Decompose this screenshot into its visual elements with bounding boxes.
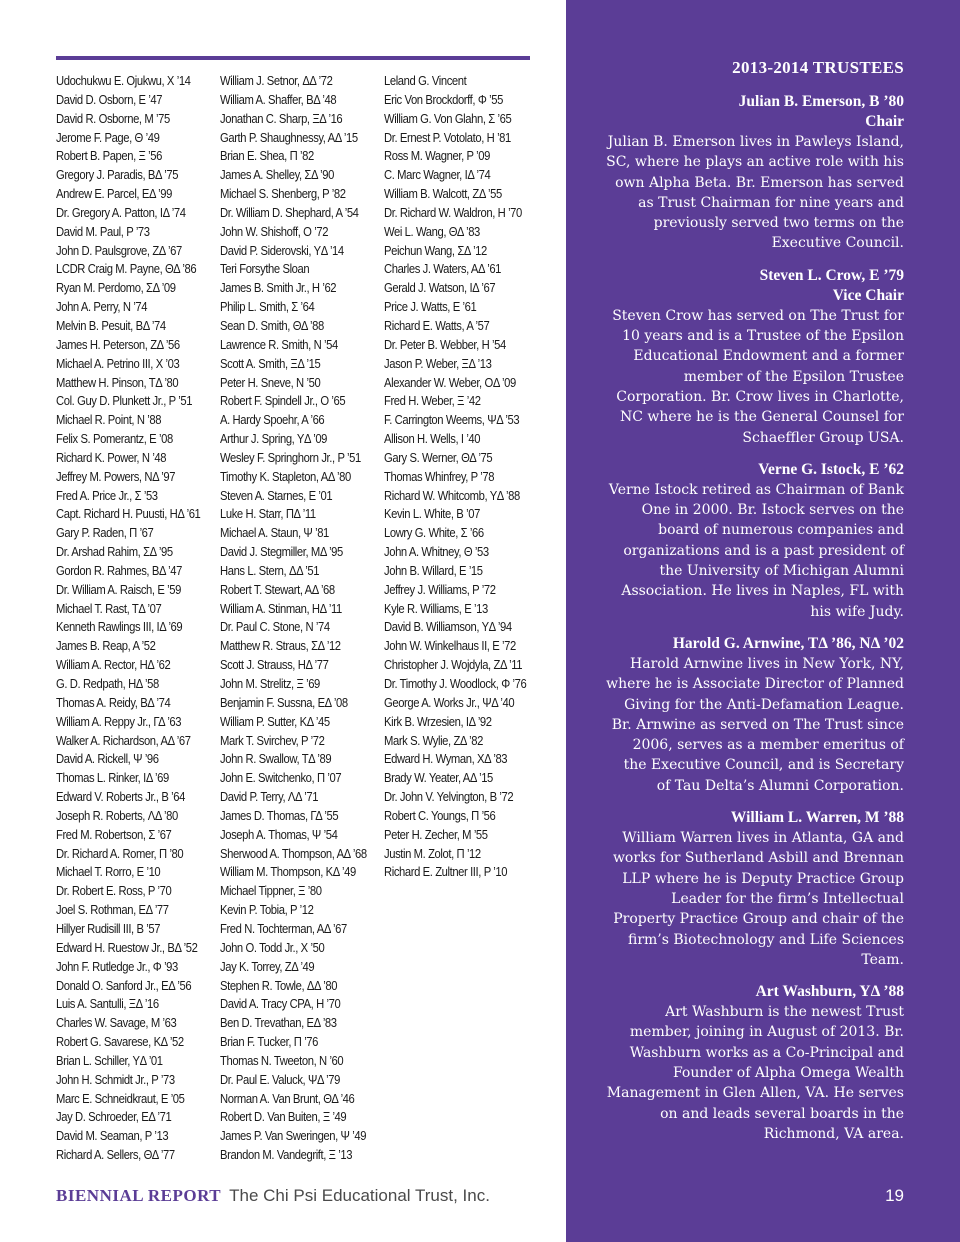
trustees-sidebar — [566, 0, 960, 1242]
donor-name: Kirk B. Wrzesien, IΔ ’92 — [384, 714, 492, 729]
donor-name: James H. Peterson, ZΔ ’56 — [56, 337, 180, 352]
trustee-bio: Julian B. Emerson lives in Pawleys Island, SC, where he plays an active role with his own Alpha Beta. Br. Emerson has served as Trust Chairman for nine years and previously served two terms on the Executive Council. — [606, 134, 904, 252]
donor-name: Kevin P. Tobia, P ’12 — [220, 903, 314, 918]
donor-name: James B. Smith Jr., H ’62 — [220, 281, 337, 296]
donor-name: Michael Tippner, Ξ ’80 — [220, 884, 322, 899]
donor-name: John D. Paulsgrove, ZΔ ’67 — [56, 243, 182, 258]
donor-name: Robert F. Spindell Jr., O ’65 — [220, 394, 346, 409]
donor-name: David P. Siderovski, YΔ ’14 — [220, 243, 344, 258]
donor-list — [56, 72, 556, 1172]
donor-name: Michael R. Point, N ’88 — [56, 413, 162, 428]
footer-org: The Chi Psi Educational Trust, Inc. — [229, 1186, 490, 1205]
donor-name: F. Carrington Weems, ΨΔ ’53 — [384, 413, 520, 428]
donor-name: Dr. Arshad Rahim, ΣΔ ’95 — [56, 545, 173, 560]
donor-name: Michael S. Shenberg, P ’82 — [220, 187, 346, 202]
donor-name: Peter H. Sneve, N ’50 — [220, 375, 321, 390]
donor-column-2 — [220, 72, 383, 1165]
top-rule — [56, 56, 530, 60]
donor-name: John W. Shishoff, O ’72 — [220, 224, 329, 239]
donor-name: Fred M. Robertson, Σ ’67 — [56, 827, 172, 842]
donor-name: Thomas N. Tweeton, N ’60 — [220, 1053, 344, 1068]
donor-column-1 — [56, 72, 216, 1165]
donor-name: Fred A. Price Jr., Σ ’53 — [56, 488, 158, 503]
donor-name: Joseph A. Thomas, Ψ ’54 — [220, 827, 338, 842]
donor-name: Ryan M. Perdomo, ΣΔ ’09 — [56, 281, 176, 296]
donor-name: Brady W. Yeater, AΔ ’15 — [384, 771, 493, 786]
donor-name: Ben D. Trevathan, EΔ ’83 — [220, 1016, 337, 1031]
trustee-bio: Harold Arnwine lives in New York, NY, where he is Associate Director of Planned Giving for the Anti-Defamation League. Br. Arnwine as served on The Trust since 2006, serves as a member emeritus of the Executive Council, and is Secretary of Tau Delta’s Alumni Corporation. — [606, 655, 904, 794]
donor-name: Christopher J. Wojdyla, ZΔ ’11 — [384, 658, 523, 673]
donor-name: Jeffrey J. Williams, P ’72 — [384, 582, 496, 597]
donor-name: John M. Strelitz, Ξ ’69 — [220, 677, 320, 691]
donor-name: William B. Walcott, ZΔ ’55 — [384, 187, 502, 202]
donor-name: George A. Works Jr., ΨΔ ’40 — [384, 695, 515, 710]
donor-name: David A. Rickell, Ψ ’96 — [56, 752, 159, 767]
trustee-bio: William Warren lives in Atlanta, GA and works for Sutherland Asbill and Brennan LLP where he is Deputy Practice Group Leader for the firm’s Intellectual Property Practice Group and chair of the firm’s Biotechnology and Life Sciences Team. — [612, 830, 904, 968]
donor-name: Stephen R. Towle, ΔΔ ’80 — [220, 978, 338, 993]
trustee-bio: Art Washburn is the newest Trust member, joining in August of 2013. Br. Washburn works as a Co-Principal and Founder of Alpha Omega Wealth Management in Glen Allen, VA. He serves on and leads several boards in the Richmond, VA area. — [606, 1004, 904, 1142]
donor-name: Garth P. Shaughnessy, AΔ ’15 — [220, 130, 358, 145]
donor-name: Steven A. Starnes, E ’01 — [220, 488, 333, 503]
trustee-entry — [606, 808, 904, 970]
donor-name: Mark T. Svirchev, P ’72 — [220, 733, 325, 748]
trustee-bio: Verne Istock retired as Chairman of Bank One in 2000. Br. Istock serves on the board of numerous companies and organizations and is a past president of the University of Michigan Alumni Association. He lives in Naples, FL with his wife Judy. — [608, 481, 904, 620]
donor-name: William M. Thompson, KΔ ’49 — [220, 865, 356, 880]
donor-name: Capt. Richard H. Puusti, HΔ ’61 — [56, 507, 201, 522]
donor-name: Dr. Paul E. Valuck, ΨΔ ’79 — [220, 1072, 340, 1087]
donor-name: Michael T. Rorro, E ’10 — [56, 865, 161, 880]
donor-name: Michael T. Rast, TΔ ’07 — [56, 601, 162, 616]
donor-name: Wei L. Wang, ΘΔ ’83 — [384, 224, 480, 239]
donor-column-3 — [384, 72, 542, 882]
donor-name: Felix S. Pomerantz, E ’08 — [56, 432, 173, 447]
donor-name: John A. Perry, N ’74 — [56, 300, 148, 315]
donor-name: William A. Rector, HΔ ’62 — [56, 658, 171, 673]
donor-name: James P. Van Sweringen, Ψ ’49 — [220, 1129, 367, 1144]
trustee-role: Chair — [865, 113, 904, 130]
donor-name: Thomas A. Reidy, BΔ ’74 — [56, 695, 171, 710]
donor-name: Brandon M. Vandegrift, Ξ ’13 — [220, 1148, 353, 1163]
donor-name: Hillyer Rudisill III, B ’57 — [56, 921, 161, 936]
donor-name: Peichun Wang, ΣΔ ’12 — [384, 243, 487, 258]
donor-name: John H. Schmidt Jr., P ’73 — [56, 1072, 175, 1087]
donor-name: Hans L. Stern, ΔΔ ’51 — [220, 563, 320, 578]
trustee-role: Vice Chair — [832, 286, 904, 304]
page-number: 19 — [885, 1186, 904, 1205]
donor-name: Udochukwu E. Ojukwu, X ’14 — [56, 74, 191, 88]
donor-name: Gordon R. Rahmes, BΔ ’47 — [56, 563, 182, 578]
donor-name: Arthur J. Spring, YΔ ’09 — [220, 432, 328, 447]
trustee-name: Art Washburn, YΔ ’88 — [755, 983, 904, 1001]
donor-name: Lawrence R. Smith, N ’54 — [220, 337, 338, 352]
trustee-entry — [606, 92, 904, 254]
donor-name: Gregory J. Paradis, BΔ ’75 — [56, 168, 179, 183]
donor-name: Philip L. Smith, Σ ’64 — [220, 300, 315, 315]
donor-name: John E. Switchenko, Π ’07 — [220, 771, 342, 786]
donor-name: Walker A. Richardson, AΔ ’67 — [56, 733, 191, 748]
donor-name: William G. Von Glahn, Σ ’65 — [384, 111, 512, 126]
donor-name: C. Marc Wagner, IΔ ’74 — [384, 168, 491, 183]
donor-name: David M. Seaman, P ’13 — [56, 1129, 169, 1144]
donor-name: LCDR Craig M. Payne, ΘΔ ’86 — [56, 262, 197, 277]
donor-name: Gerald J. Watson, IΔ ’67 — [384, 281, 496, 296]
donor-name: Benjamin F. Sussna, EΔ ’08 — [220, 695, 348, 710]
donor-name: Ross M. Wagner, P ’09 — [384, 149, 490, 164]
donor-name: Timothy K. Stapleton, AΔ ’80 — [220, 469, 351, 484]
trustee-entry — [606, 460, 904, 622]
donor-name: Dr. Robert E. Ross, P ’70 — [56, 884, 172, 899]
donor-name: Dr. Paul C. Stone, N ’74 — [220, 620, 330, 635]
donor-name: Charles J. Waters, AΔ ’61 — [384, 262, 502, 277]
donor-name: A. Hardy Spoehr, A ’66 — [220, 413, 325, 428]
donor-name: Gary P. Raden, Π ’67 — [56, 526, 154, 541]
donor-name: Michael A. Petrino III, X ’03 — [56, 356, 180, 371]
donor-name: David R. Osborne, M ’75 — [56, 111, 170, 126]
trustee-entry — [606, 266, 904, 448]
donor-name: Jason P. Weber, ΞΔ ’13 — [384, 356, 492, 371]
footer-brand: BIENNIAL REPORT — [56, 1186, 222, 1205]
donor-name: Robert T. Stewart, AΔ ’68 — [220, 582, 335, 597]
donor-name: Matthew H. Pinson, TΔ ’80 — [56, 375, 179, 390]
donor-name: Robert G. Savarese, KΔ ’52 — [56, 1035, 184, 1050]
donor-name: Edward V. Roberts Jr., B ’64 — [56, 790, 185, 805]
donor-name: Lowry G. White, Σ ’66 — [384, 526, 484, 541]
donor-name: Andrew E. Parcel, EΔ ’99 — [56, 187, 172, 202]
footer — [56, 1186, 490, 1206]
donor-name: Richard E. Watts, A ’57 — [384, 318, 490, 333]
donor-name: Robert B. Papen, Ξ ’56 — [56, 149, 162, 164]
donor-name: Jerome F. Page, Θ ’49 — [56, 130, 160, 145]
donor-name: John O. Todd Jr., X ’50 — [220, 940, 325, 955]
donor-name: James A. Shelley, ΣΔ ’90 — [220, 168, 334, 183]
donor-name: Price J. Watts, E ’61 — [384, 300, 477, 315]
donor-name: John F. Rutledge Jr., Φ ’93 — [56, 959, 178, 974]
donor-name: Joel S. Rothman, EΔ ’77 — [56, 903, 169, 918]
donor-name: Fred H. Weber, Ξ ’42 — [384, 394, 481, 409]
donor-name: Brian E. Shea, Π ’82 — [220, 149, 314, 164]
donor-name: Jeffrey M. Powers, NΔ ’97 — [56, 469, 176, 484]
donor-name: Mark S. Wylie, ZΔ ’82 — [384, 733, 483, 748]
donor-name: Robert C. Youngs, Π ’56 — [384, 808, 496, 823]
donor-name: Norman A. Van Brunt, ΘΔ ’46 — [220, 1091, 355, 1106]
donor-name: David J. Stegmiller, MΔ ’95 — [220, 545, 343, 560]
donor-name: Thomas Whinfrey, P ’78 — [384, 469, 495, 484]
trustee-entry — [606, 634, 904, 796]
donor-name: Jay D. Schroeder, EΔ ’71 — [56, 1110, 172, 1125]
donor-name: Gary S. Werner, ΘΔ ’75 — [384, 450, 493, 465]
donor-name: Jay K. Torrey, ZΔ ’49 — [220, 959, 315, 974]
donor-name: Richard W. Whitcomb, YΔ ’88 — [384, 488, 520, 503]
trustee-entry — [606, 982, 904, 1144]
donor-name: Dr. Richard A. Romer, Π ’80 — [56, 846, 184, 861]
donor-name: Fred N. Tochterman, AΔ ’67 — [220, 921, 347, 936]
donor-name: Jonathan C. Sharp, ΞΔ ’16 — [220, 111, 343, 126]
donor-name: Dr. William D. Shephard, A ’54 — [220, 205, 359, 220]
donor-name: Dr. Peter B. Webber, H ’54 — [384, 337, 506, 352]
donor-name: Edward H. Wyman, XΔ ’83 — [384, 752, 508, 767]
donor-name: Leland G. Vincent — [384, 74, 467, 88]
donor-name: John R. Swallow, TΔ ’89 — [220, 752, 332, 767]
trustee-list — [606, 92, 904, 1156]
donor-name: Richard E. Zultner III, P ’10 — [384, 865, 508, 880]
trustee-name: Steven L. Crow, E ’79 — [759, 266, 904, 284]
donor-name: Richard A. Sellers, ΘΔ ’77 — [56, 1148, 175, 1163]
donor-name: Melvin B. Pesuit, BΔ ’74 — [56, 318, 166, 333]
donor-name: Dr. Richard W. Waldron, H ’70 — [384, 205, 522, 220]
donor-name: David P. Terry, ΛΔ ’71 — [220, 790, 319, 805]
donor-name: William A. Stinman, HΔ ’11 — [220, 601, 342, 616]
donor-name: Brian L. Schiller, YΔ ’01 — [56, 1053, 163, 1068]
donor-name: Dr. Gregory A. Patton, IΔ ’74 — [56, 205, 186, 220]
donor-name: William P. Sutter, KΔ ’45 — [220, 714, 330, 729]
donor-name: Dr. Timothy J. Woodlock, Φ ’76 — [384, 677, 527, 691]
donor-name: Marc E. Schneidkraut, E ’05 — [56, 1091, 185, 1106]
donor-name: Robert D. Van Buiten, Ξ ’49 — [220, 1110, 347, 1125]
trustee-name: Julian B. Emerson, B ’80 — [738, 93, 904, 110]
donor-name: Edward H. Ruestow Jr., BΔ ’52 — [56, 940, 198, 955]
donor-name: Dr. Ernest P. Votolato, H ’81 — [384, 130, 511, 145]
donor-name: Eric Von Brockdorff, Φ ’55 — [384, 92, 503, 107]
donor-name: David D. Osborn, E ’47 — [56, 92, 163, 107]
donor-name: James D. Thomas, ΓΔ ’55 — [220, 808, 339, 823]
donor-name: Teri Forsythe Sloan — [220, 262, 310, 277]
donor-name: G. D. Redpath, HΔ ’58 — [56, 677, 159, 691]
trustee-name: Harold G. Arnwine, TΔ ’86, NΔ ’02 — [672, 634, 904, 652]
trustees-title: 2013-2014 TRUSTEES — [732, 58, 904, 77]
donor-name: John A. Whitney, Θ ’53 — [384, 545, 489, 560]
donor-name: Kenneth Rawlings III, IΔ ’69 — [56, 620, 183, 635]
donor-name: David A. Tracy CPA, H ’70 — [220, 997, 341, 1012]
donor-name: Kevin L. White, B ’07 — [384, 507, 480, 522]
donor-name: David B. Williamson, YΔ ’94 — [384, 620, 512, 635]
donor-name: Scott A. Smith, ΞΔ ’15 — [220, 356, 321, 371]
donor-name: Alexander W. Weber, OΔ ’09 — [384, 375, 516, 390]
donor-name: Sean D. Smith, ΘΔ ’88 — [220, 318, 324, 333]
trustee-name: Verne G. Istock, E ’62 — [758, 460, 904, 478]
donor-name: Richard K. Power, N ’48 — [56, 450, 167, 465]
donor-name: Thomas L. Rinker, IΔ ’69 — [56, 771, 169, 786]
donor-name: William J. Setnor, ΔΔ ’72 — [220, 74, 333, 88]
trustee-name: William L. Warren, M ’88 — [730, 809, 904, 827]
donor-name: Peter H. Zecher, M ’55 — [384, 827, 488, 842]
trustee-bio: Steven Crow has served on The Trust for 10 years and is a Trustee of the Epsilon Educational Endowment and a former member of the Epsilon Trustee Corporation. Br. Crow lives in Charlotte, NC where he is the General Counsel for Schaeffler Group USA. — [612, 307, 904, 446]
donor-name: Kyle R. Williams, E ’13 — [384, 601, 488, 616]
donor-name: William A. Shaffer, BΔ ’48 — [220, 92, 337, 107]
donor-name: Dr. William A. Raisch, E ’59 — [56, 582, 181, 597]
donor-name: Luke H. Starr, ΠΔ ’11 — [220, 507, 316, 522]
donor-name: John W. Winkelhaus II, E ’72 — [384, 639, 516, 654]
donor-name: Scott J. Strauss, HΔ ’77 — [220, 658, 329, 673]
donor-name: Matthew R. Straus, ΣΔ ’12 — [220, 639, 341, 654]
donor-name: Charles W. Savage, M ’63 — [56, 1016, 177, 1031]
donor-name: Allison H. Wells, I ’40 — [384, 432, 481, 447]
donor-name: Donald O. Sanford Jr., EΔ ’56 — [56, 978, 192, 993]
donor-name: Sherwood A. Thompson, AΔ ’68 — [220, 846, 367, 861]
donor-name: David M. Paul, P ’73 — [56, 224, 150, 239]
donor-name: Brian F. Tucker, Π ’76 — [220, 1035, 319, 1050]
donor-name: John B. Willard, E ’15 — [384, 563, 483, 578]
donor-name: Luis A. Santulli, ΞΔ ’16 — [56, 997, 159, 1012]
donor-name: Col. Guy D. Plunkett Jr., P ’51 — [56, 394, 193, 409]
donor-name: Michael A. Staun, Ψ ’81 — [220, 526, 329, 541]
donor-name: William A. Reppy Jr., ΓΔ ’63 — [56, 714, 182, 729]
donor-name: James B. Reap, A ’52 — [56, 639, 156, 654]
donor-name: Dr. John V. Yelvington, B ’72 — [384, 790, 514, 805]
donor-name: Wesley F. Springhorn Jr., P ’51 — [220, 450, 361, 465]
donor-name: Joseph R. Roberts, ΛΔ ’80 — [56, 808, 178, 823]
donor-name: Justin M. Zolot, Π ’12 — [384, 846, 481, 861]
